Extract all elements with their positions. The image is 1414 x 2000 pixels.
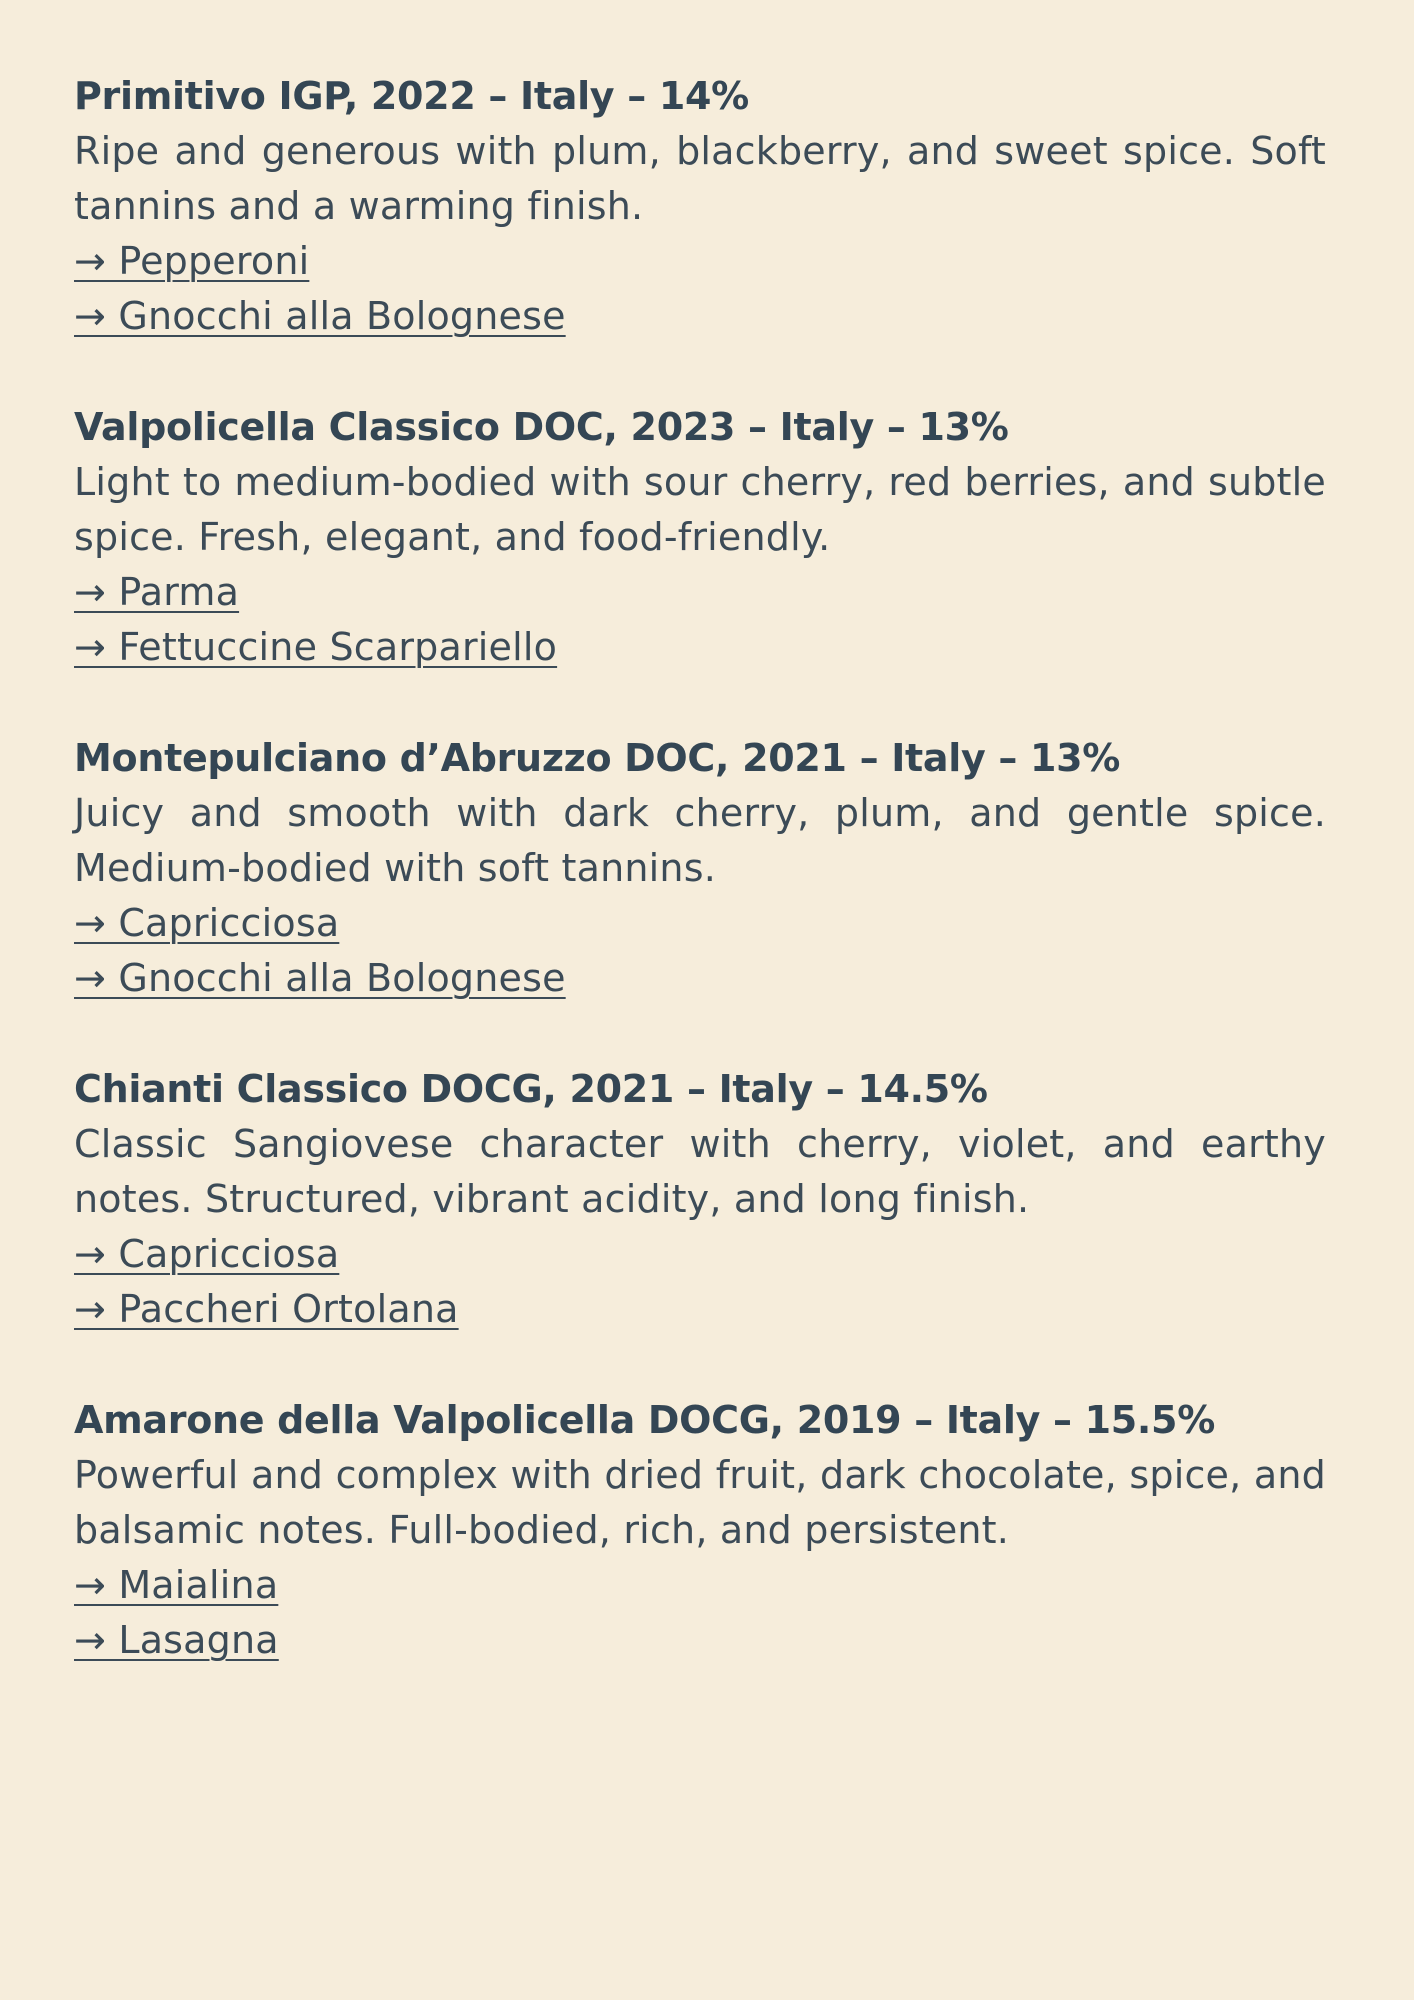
pairing-link-gnocchi-alla-bolognese[interactable]: → Gnocchi alla Bolognese xyxy=(74,294,566,338)
wine-description: Classic Sangiovese character with cherry, violet, and earthy notes. Structured, vibrant acidity, and long finish. xyxy=(74,1122,1326,1221)
wine-description: Ripe and generous with plum, blackberry, and sweet spice. Soft tannins and a warming finish. xyxy=(74,129,1326,228)
pairing-link-pepperoni[interactable]: → Pepperoni xyxy=(74,239,310,283)
wine-description: Powerful and complex with dried fruit, dark chocolate, spice, and balsamic notes. Full-bodied, rich, and persistent. xyxy=(74,1453,1326,1552)
pairing-link-parma[interactable]: → Parma xyxy=(74,570,240,614)
wine-description: Light to medium-bodied with sour cherry, red berries, and subtle spice. Fresh, elegant, and food-friendly. xyxy=(74,460,1326,559)
wine-entry-valpolicella xyxy=(74,399,1326,675)
wine-title: Primitivo IGP, 2022 – Italy – 14% xyxy=(74,74,749,118)
wine-title: Chianti Classico DOCG, 2021 – Italy – 14.5% xyxy=(74,1067,988,1111)
wine-entry-chianti xyxy=(74,1061,1326,1337)
pairing-link-fettuccine-scarpariello[interactable]: → Fettuccine Scarpariello xyxy=(74,625,558,669)
wine-entry-montepulciano xyxy=(74,730,1326,1006)
pairing-link-capricciosa[interactable]: → Capricciosa xyxy=(74,1232,340,1276)
wine-title: Montepulciano d’Abruzzo DOC, 2021 – Italy – 13% xyxy=(74,736,1121,780)
wine-entry-amarone xyxy=(74,1392,1326,1668)
pairing-link-lasagna[interactable]: → Lasagna xyxy=(74,1618,279,1662)
wine-title: Valpolicella Classico DOC, 2023 – Italy – 13% xyxy=(74,405,1009,449)
wine-description: Juicy and smooth with dark cherry, plum, and gentle spice. Medium-bodied with soft tannins. xyxy=(74,791,1326,890)
pairing-link-maialina[interactable]: → Maialina xyxy=(74,1563,279,1607)
pairing-link-gnocchi-alla-bolognese[interactable]: → Gnocchi alla Bolognese xyxy=(74,956,566,1000)
pairing-link-paccheri-ortolana[interactable]: → Paccheri Ortolana xyxy=(74,1287,459,1331)
pairing-link-capricciosa[interactable]: → Capricciosa xyxy=(74,901,340,945)
wine-title: Amarone della Valpolicella DOCG, 2019 – Italy – 15.5% xyxy=(74,1398,1215,1442)
wine-entry-primitivo xyxy=(74,68,1326,344)
